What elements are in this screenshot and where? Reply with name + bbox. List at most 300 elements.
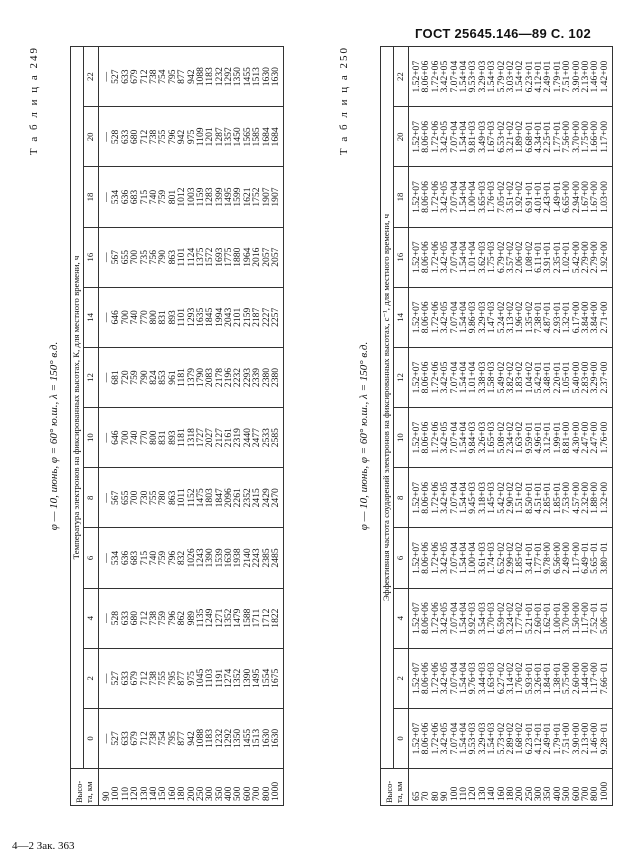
table-value: 9.78+00 xyxy=(542,542,554,574)
table-value: 2196 xyxy=(223,367,235,388)
table-value: 1693 xyxy=(213,247,225,267)
table-value: 1585 xyxy=(251,127,263,147)
table-value: 1.08+02 xyxy=(523,241,535,274)
table-value: 1101 xyxy=(176,307,188,327)
height-value: 700 xyxy=(251,786,263,801)
table-value: 633 xyxy=(119,671,131,686)
table-value: 1711 xyxy=(251,608,263,628)
table-value: 7.07+04 xyxy=(448,241,460,274)
table-value: 534 xyxy=(110,550,122,566)
table-value: 1.79+01 xyxy=(551,722,563,755)
table-value: 1495 xyxy=(223,187,235,207)
table-value: 5.93+01 xyxy=(523,662,535,695)
table-value: 1630 xyxy=(260,728,272,749)
table-value: 1293 xyxy=(185,307,197,327)
subtitle-header: Эффективная частота соударений электронов на фиксированных высотах, с⁻¹, для местного времени, ч xyxy=(381,47,394,769)
table-value: — xyxy=(101,192,112,202)
table-value: 712 xyxy=(138,671,150,686)
table-value: 3.13+02 xyxy=(504,301,516,334)
table-value: 755 xyxy=(157,671,169,686)
height-values-cell xyxy=(409,769,613,806)
table-value: 1994 xyxy=(213,307,225,327)
height-value: 110 xyxy=(119,786,131,801)
table-value: 7.07+04 xyxy=(448,542,460,574)
table-value: 712 xyxy=(138,610,150,626)
table-value: 5.73+02 xyxy=(495,722,507,755)
table-value: 4.01+01 xyxy=(533,181,545,213)
table-value: 9.59+01 xyxy=(523,421,535,454)
table-value: 2016 xyxy=(251,247,263,267)
table-value: 3.14+02 xyxy=(504,662,516,695)
table-value: 4.12+01 xyxy=(533,60,545,93)
table-value: 1.77+02 xyxy=(514,602,526,635)
table-value: 759 xyxy=(129,370,141,385)
time-column-header: 8 xyxy=(394,468,409,528)
table-value: 715 xyxy=(138,550,150,566)
table-value: 3.29+03 xyxy=(476,722,488,755)
table-value: 6.65+00 xyxy=(561,181,573,213)
time-column-header: 2 xyxy=(84,648,99,708)
height-column-header: Высо- та, км xyxy=(71,769,99,806)
height-value: 160 xyxy=(166,786,178,801)
table-value: 3.42+05 xyxy=(439,361,451,394)
table-value: 4.51+01 xyxy=(533,481,545,514)
table-value: 1.52+07 xyxy=(411,481,422,514)
table-value: 2.34+02 xyxy=(504,421,516,454)
table-value: 3.48+01 xyxy=(542,361,554,394)
table-value: — xyxy=(101,553,112,563)
height-value: 250 xyxy=(523,786,535,801)
table-value: 1.52+07 xyxy=(411,301,422,334)
table-value: 1.54+04 xyxy=(457,361,469,394)
height-value: 140 xyxy=(147,786,159,801)
time-column-header: 18 xyxy=(84,167,99,227)
table-value: 1124 xyxy=(185,247,197,267)
table-value: 9.28−01 xyxy=(598,722,610,755)
table-value: 2352 xyxy=(241,488,253,508)
table-value: 862 xyxy=(176,610,188,626)
value-column-cell xyxy=(99,107,284,167)
table-value: 1088 xyxy=(194,728,206,749)
table-value: 1455 xyxy=(241,728,253,749)
table-value: 1.00+04 xyxy=(467,181,479,213)
table-value: 2159 xyxy=(241,307,253,327)
table-value: 1684 xyxy=(260,127,272,147)
time-column-header: 14 xyxy=(394,287,409,347)
table-value: 1.51+02 xyxy=(514,481,526,514)
table-value: 2227 xyxy=(260,307,272,327)
table-value: 2.60+00 xyxy=(570,662,582,695)
table-value: 3.70+00 xyxy=(570,120,582,153)
table-value: 1.88+00 xyxy=(589,481,601,514)
table-value: 1243 xyxy=(194,548,206,568)
table-value: — xyxy=(101,372,112,383)
table-value: 633 xyxy=(119,69,131,84)
table-value: 780 xyxy=(157,490,169,505)
time-column-header: 20 xyxy=(394,107,409,167)
table-value: 633 xyxy=(119,610,131,626)
table-value: 1.00+04 xyxy=(467,542,479,574)
table-value: 5.49+02 xyxy=(495,361,507,394)
table-value: 3.42+05 xyxy=(439,722,451,755)
table-value: 683 xyxy=(129,189,141,205)
table-value: 1.52+07 xyxy=(411,722,422,755)
table-value: 679 xyxy=(129,671,141,686)
height-value: 150 xyxy=(157,786,169,801)
value-column-cell xyxy=(99,47,284,107)
table-value: 9.45+03 xyxy=(467,481,479,514)
table-value: 700 xyxy=(129,490,141,505)
table-value: 1727 xyxy=(194,428,206,448)
table-value: 1012 xyxy=(176,187,188,207)
height-value: 350 xyxy=(213,786,225,801)
table-250-block xyxy=(338,46,610,806)
table-value: 1.54+04 xyxy=(457,481,469,514)
table-value: 2.20+01 xyxy=(551,361,563,394)
table-value: 1845 xyxy=(204,307,216,327)
page-header: ГОСТ 25645.146—89 С. 102 xyxy=(415,26,591,41)
table-value: 9.86+03 xyxy=(467,301,479,334)
table-value: 2.32+00 xyxy=(580,481,592,514)
table-value: 1375 xyxy=(194,247,206,267)
table-value: 2.85+01 xyxy=(542,481,554,514)
table-value: 1.76+00 xyxy=(598,421,610,454)
table-value: 800 xyxy=(147,310,159,325)
table-value: 1.54+04 xyxy=(457,602,469,635)
table-value: 700 xyxy=(119,430,131,445)
table-249-title: φ — 10, июнь, φ = 60° ю.ш., λ = 150° в.д. xyxy=(48,341,60,531)
table-value: 2415 xyxy=(251,488,263,508)
table-value: 4.87+01 xyxy=(542,301,554,334)
table-value: 2440 xyxy=(241,428,253,448)
table-value: 2.37+00 xyxy=(598,361,610,394)
table-value: 9.76+03 xyxy=(467,662,479,695)
table-value: 3.62+03 xyxy=(476,241,488,274)
table-value: 3.29+03 xyxy=(476,301,488,334)
table-value: 1630 xyxy=(223,548,235,568)
height-value: 110 xyxy=(457,786,469,801)
height-value: 70 xyxy=(420,791,432,801)
value-column-cell xyxy=(99,528,284,588)
table-value: 800 xyxy=(147,430,159,445)
table-value: 8.06+06 xyxy=(420,241,432,274)
table-value: 7.38+01 xyxy=(533,301,545,334)
table-value: 1.54+04 xyxy=(457,722,469,755)
table-value: 1.02+01 xyxy=(561,241,573,274)
value-column-cell xyxy=(409,468,613,528)
table-value: 7.51+00 xyxy=(561,60,573,93)
page-footer: 4—2 Зак. 363 xyxy=(12,840,75,852)
table-value: 975 xyxy=(185,129,197,145)
table-value: 3.90+00 xyxy=(570,60,582,93)
table-value: 3.26+01 xyxy=(533,662,545,695)
table-value: 527 xyxy=(110,671,122,686)
table-value: 2057 xyxy=(270,247,282,267)
table-value: 1.52+07 xyxy=(411,542,422,574)
table-value: 730 xyxy=(138,490,150,505)
time-column-header: 22 xyxy=(394,47,409,107)
table-value: 801 xyxy=(166,189,178,205)
table-value: 831 xyxy=(157,310,169,325)
table-value: 1.49+01 xyxy=(551,181,563,213)
table-value: 2380 xyxy=(260,367,272,388)
table-value: 1.63+02 xyxy=(514,421,526,454)
table-250 xyxy=(380,46,613,806)
table-value: 755 xyxy=(157,129,169,145)
table-value: 738 xyxy=(147,731,159,746)
table-value: 1390 xyxy=(204,548,216,568)
table-value: 770 xyxy=(138,430,150,445)
table-value: 1588 xyxy=(241,608,253,628)
table-value: 2.71+00 xyxy=(598,301,610,334)
table-value: 1.63+03 xyxy=(486,662,498,695)
table-value: 1232 xyxy=(213,67,225,87)
table-value: 567 xyxy=(110,249,122,265)
time-column-header: 2 xyxy=(394,648,409,708)
table-value: 2385 xyxy=(260,548,272,568)
table-value: 3.29+00 xyxy=(589,361,601,394)
table-value: 3.42+05 xyxy=(439,241,451,274)
table-value: 1.52+07 xyxy=(411,421,422,454)
table-value: 1.52+07 xyxy=(411,241,422,274)
table-value: 2.83+00 xyxy=(580,361,592,394)
table-value: 1.76+03 xyxy=(486,181,498,213)
height-value: 80 xyxy=(429,791,441,801)
height-value: 100 xyxy=(110,786,122,801)
table-value: 5.42+02 xyxy=(495,481,507,514)
table-value: 8.06+06 xyxy=(420,481,432,514)
table-value: 1752 xyxy=(251,187,263,207)
table-value: 1712 xyxy=(260,608,272,628)
table-value: 6.59+02 xyxy=(495,602,507,635)
height-values-cell xyxy=(99,769,284,806)
table-value: 1907 xyxy=(270,187,282,207)
table-value: 1.58+03 xyxy=(486,361,498,394)
table-value: 9.81+03 xyxy=(467,120,479,153)
table-value: 1.46+00 xyxy=(589,722,601,755)
table-value: 2243 xyxy=(251,548,263,568)
table-value: 636 xyxy=(119,550,131,566)
table-value: 1.52+07 xyxy=(411,602,422,635)
table-value: — xyxy=(101,312,112,323)
table-value: 795 xyxy=(166,731,178,746)
table-value: 1274 xyxy=(223,668,235,688)
table-value: 5.79+02 xyxy=(495,60,507,93)
table-value: 5.42+00 xyxy=(570,241,582,274)
value-column-cell xyxy=(99,227,284,287)
table-value: 3.42+05 xyxy=(439,481,451,514)
table-value: 1.92+02 xyxy=(514,181,526,213)
table-value: — xyxy=(101,432,112,443)
table-value: 754 xyxy=(157,69,169,84)
table-value: 759 xyxy=(157,550,169,566)
table-value: 681 xyxy=(110,370,122,385)
table-value: 1539 xyxy=(213,548,225,568)
table-value: 1.67+00 xyxy=(589,181,601,213)
table-value: 7.07+04 xyxy=(448,301,460,334)
table-value: 7.52−01 xyxy=(589,602,601,635)
table-value: 1.52+07 xyxy=(411,60,422,93)
table-value: 1.89+02 xyxy=(514,120,526,153)
table-value: 712 xyxy=(138,129,150,145)
table-value: 2470 xyxy=(270,488,282,508)
table-value: 2.99+02 xyxy=(504,542,516,574)
table-value: 1390 xyxy=(241,668,253,688)
table-value: 1880 xyxy=(232,247,244,267)
table-value: 1.62+01 xyxy=(542,602,554,635)
table-value: 3.42+05 xyxy=(439,662,451,695)
time-column-header: 6 xyxy=(394,528,409,588)
subtitle-header: Температура электронов на фиксированных высотах, К, для местного времени, ч xyxy=(71,47,84,769)
height-value: 180 xyxy=(176,786,188,801)
table-value: 6.56+00 xyxy=(551,542,563,574)
table-value: 1.72+06 xyxy=(429,722,441,755)
table-value: 1.54+04 xyxy=(457,181,469,213)
table-value: 795 xyxy=(166,69,178,84)
height-value: 500 xyxy=(561,786,573,801)
table-value: 1964 xyxy=(241,247,253,267)
table-value: 3.91+01 xyxy=(542,241,554,274)
value-column-cell xyxy=(409,287,613,347)
table-value: 4.96+01 xyxy=(533,421,545,454)
table-value: 8.81+00 xyxy=(561,421,573,454)
table-value: 1.52+07 xyxy=(411,181,422,213)
table-value: 1.72+06 xyxy=(429,301,441,334)
table-value: 1.03+00 xyxy=(598,181,610,213)
table-value: 877 xyxy=(176,671,188,686)
table-value: 1847 xyxy=(213,488,225,508)
table-value: 1026 xyxy=(185,548,197,568)
height-value: 65 xyxy=(411,791,422,801)
table-value: 1.68+02 xyxy=(514,722,526,755)
table-value: 1.72+06 xyxy=(429,60,441,93)
table-value: 528 xyxy=(110,610,122,626)
table-value: — xyxy=(101,733,112,744)
time-column-header: 4 xyxy=(84,588,99,648)
table-value: 1.04+02 xyxy=(523,361,535,394)
table-value: 1513 xyxy=(251,67,263,87)
height-value: 350 xyxy=(542,786,554,801)
table-value: 2533 xyxy=(260,428,272,448)
height-value: 120 xyxy=(129,786,141,801)
value-column-cell xyxy=(99,468,284,528)
table-value: 1.52+07 xyxy=(411,361,422,394)
table-value: 1.67+00 xyxy=(580,181,592,213)
table-value: 1455 xyxy=(241,67,253,87)
table-value: 989 xyxy=(185,610,197,626)
table-value: 1350 xyxy=(232,728,244,749)
table-value: 9.53+03 xyxy=(467,722,479,755)
table-value: 3.41+01 xyxy=(523,542,535,574)
height-value: 600 xyxy=(570,786,582,801)
table-value: — xyxy=(101,673,112,684)
table-value: 5.40+00 xyxy=(570,361,582,394)
table-value: 1479 xyxy=(232,608,244,628)
height-value: 130 xyxy=(476,786,488,801)
table-value: 1.72+06 xyxy=(429,542,441,574)
table-value: 1.42+00 xyxy=(598,60,610,93)
table-value: 2.90+02 xyxy=(504,481,516,514)
table-value: 3.70+00 xyxy=(561,602,573,635)
table-value: 740 xyxy=(129,430,141,445)
height-value: 800 xyxy=(589,786,601,801)
table-value: 9.53+03 xyxy=(467,60,479,93)
table-value: 1318 xyxy=(185,428,197,448)
table-value: 7.07+04 xyxy=(448,421,460,454)
table-value: 1554 xyxy=(260,668,272,688)
table-value: 3.44+03 xyxy=(476,662,488,695)
table-value: 1.72+06 xyxy=(429,602,441,635)
table-value: 1495 xyxy=(251,668,263,688)
value-column-cell xyxy=(99,708,284,768)
table-value: 795 xyxy=(166,671,178,686)
table-value: 712 xyxy=(138,69,150,84)
time-column-header: 14 xyxy=(84,287,99,347)
table-value: 1.54+04 xyxy=(457,241,469,274)
table-value: 1513 xyxy=(251,728,263,749)
table-value: 1.17+00 xyxy=(589,662,601,695)
table-value: 832 xyxy=(176,550,188,566)
table-value: 1790 xyxy=(194,367,206,388)
table-value: 4.57+00 xyxy=(570,481,582,514)
table-249-block xyxy=(28,46,283,806)
table-value: 2.93+01 xyxy=(551,301,563,334)
table-value: 6.23+01 xyxy=(523,722,535,755)
table-value: 3.57+02 xyxy=(504,241,516,274)
table-250-number: Т а б л и ц а 250 xyxy=(338,46,350,156)
table-value: 636 xyxy=(119,189,131,205)
table-value: 3.42+05 xyxy=(439,181,451,213)
table-value: 6.49−01 xyxy=(580,542,592,574)
table-value: 3.65+03 xyxy=(476,181,488,213)
table-value: 1201 xyxy=(204,127,216,147)
table-value: 1.72+06 xyxy=(429,481,441,514)
table-value: 3.42+05 xyxy=(439,301,451,334)
table-value: 2.35+01 xyxy=(551,241,563,274)
table-value: 1135 xyxy=(194,608,206,628)
table-value: 1287 xyxy=(213,127,225,147)
height-value: 800 xyxy=(260,786,272,801)
table-value: 738 xyxy=(147,129,159,145)
table-value: 5.75+00 xyxy=(561,662,573,695)
table-value: 679 xyxy=(129,69,141,84)
table-value: 680 xyxy=(129,129,141,145)
height-value: 90 xyxy=(439,791,451,801)
table-value: 740 xyxy=(129,310,141,325)
table-value: 2161 xyxy=(223,428,235,448)
table-value: 3.42+05 xyxy=(439,60,451,93)
table-value: 759 xyxy=(157,610,169,626)
table-value: 1.77+01 xyxy=(551,120,563,153)
table-value: 3.82+02 xyxy=(504,361,516,394)
table-value: 1181 xyxy=(176,428,188,448)
table-value: 2585 xyxy=(270,428,282,448)
table-value: 2187 xyxy=(251,307,263,327)
table-250-title: φ — 10, июнь, φ = 60° ю.ш., λ = 150° в.д. xyxy=(358,341,370,531)
table-value: 1630 xyxy=(260,67,272,87)
table-value: 8.06+06 xyxy=(420,722,432,755)
table-value: 8.06+06 xyxy=(420,421,432,454)
height-value: 160 xyxy=(495,786,507,801)
table-value: 567 xyxy=(110,490,122,505)
table-value: 2.89+02 xyxy=(504,722,516,755)
table-value: 877 xyxy=(176,731,188,746)
table-value: 1675 xyxy=(270,668,282,688)
table-row xyxy=(409,47,613,806)
height-value: 200 xyxy=(514,786,526,801)
table-value: 1.52+07 xyxy=(411,662,422,695)
table-value: 755 xyxy=(147,490,159,505)
